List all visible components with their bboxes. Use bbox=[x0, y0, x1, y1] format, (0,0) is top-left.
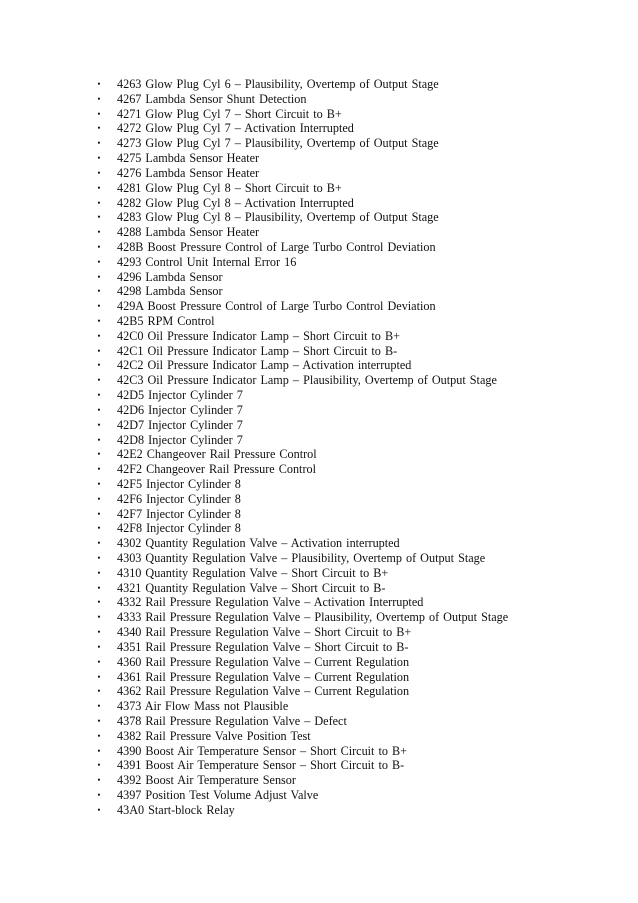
bullet-icon: • bbox=[97, 227, 101, 238]
list-item bbox=[95, 373, 615, 388]
list-item-text: 4302 Quantity Regulation Valve – Activation interrupted bbox=[117, 536, 400, 551]
list-item bbox=[95, 551, 615, 566]
list-item bbox=[95, 270, 615, 285]
bullet-icon: • bbox=[97, 508, 101, 519]
list-item bbox=[95, 255, 615, 270]
list-item-text: 428B Boost Pressure Control of Large Turbo Control Deviation bbox=[117, 239, 436, 254]
list-item bbox=[95, 744, 615, 759]
bullet-icon: • bbox=[97, 375, 101, 386]
bullet-icon: • bbox=[97, 775, 101, 786]
bullet-icon: • bbox=[97, 212, 101, 223]
bullet-icon: • bbox=[97, 79, 101, 89]
list-item-text: 42F6 Injector Cylinder 8 bbox=[117, 491, 241, 506]
bullet-icon: • bbox=[97, 804, 101, 815]
list-item bbox=[95, 492, 615, 507]
bullet-icon: • bbox=[97, 123, 101, 134]
list-item-text: 4296 Lambda Sensor bbox=[117, 269, 223, 284]
list-item bbox=[95, 684, 615, 699]
list-item bbox=[95, 655, 615, 670]
list-item-text: 42F5 Injector Cylinder 8 bbox=[117, 476, 241, 491]
bullet-icon: • bbox=[97, 330, 101, 341]
list-item bbox=[95, 507, 615, 522]
bullet-icon: • bbox=[97, 478, 101, 489]
bullet-icon: • bbox=[97, 167, 101, 178]
list-item-text: 4390 Boost Air Temperature Sensor – Short Circuit to B+ bbox=[117, 743, 408, 758]
bullet-icon: • bbox=[97, 627, 101, 638]
bullet-icon: • bbox=[97, 760, 101, 771]
bullet-icon: • bbox=[97, 345, 101, 356]
bullet-icon: • bbox=[97, 582, 101, 593]
list-item-text: 42B5 RPM Control bbox=[117, 314, 215, 328]
list-item-text: 4391 Boost Air Temperature Sensor – Short Circuit to B- bbox=[117, 758, 405, 773]
list-item-text: 4360 Rail Pressure Regulation Valve – Current Regulation bbox=[117, 654, 410, 669]
bullet-icon: • bbox=[97, 641, 101, 652]
bullet-icon: • bbox=[97, 404, 101, 415]
list-item-text: 4298 Lambda Sensor bbox=[117, 284, 223, 299]
list-item bbox=[95, 418, 615, 433]
list-item bbox=[95, 92, 615, 107]
list-item-text: 42D7 Injector Cylinder 7 bbox=[117, 417, 243, 432]
bullet-icon: • bbox=[97, 182, 101, 193]
list-item bbox=[95, 196, 615, 211]
list-item bbox=[95, 625, 615, 640]
list-item-text: 4392 Boost Air Temperature Sensor bbox=[117, 773, 296, 788]
bullet-icon: • bbox=[97, 597, 101, 608]
bullet-icon: • bbox=[97, 256, 101, 267]
list-item bbox=[95, 581, 615, 596]
list-item bbox=[95, 803, 615, 818]
list-item-text: 43A0 Start-block Relay bbox=[117, 802, 235, 817]
bullet-icon: • bbox=[97, 434, 101, 445]
list-item-text: 4310 Quantity Regulation Valve – Short Circuit to B+ bbox=[117, 565, 389, 580]
list-item bbox=[95, 344, 615, 359]
list-item bbox=[95, 299, 615, 314]
list-item bbox=[95, 151, 615, 166]
list-item-text: 42C3 Oil Pressure Indicator Lamp – Plausibility, Overtemp of Output Stage bbox=[117, 373, 497, 388]
list-item-text: 42D8 Injector Cylinder 7 bbox=[117, 432, 243, 447]
list-item bbox=[95, 758, 615, 773]
list-item bbox=[95, 210, 615, 225]
bullet-icon: • bbox=[97, 538, 101, 549]
list-item-text: 4332 Rail Pressure Regulation Valve – Activation Interrupted bbox=[117, 595, 424, 610]
list-item bbox=[95, 358, 615, 373]
bullet-icon: • bbox=[97, 449, 101, 460]
list-item-text: 4373 Air Flow Mass not Plausible bbox=[117, 699, 289, 714]
list-item bbox=[95, 670, 615, 685]
bullet-icon: • bbox=[97, 301, 101, 312]
bullet-icon: • bbox=[97, 715, 101, 726]
list-item bbox=[95, 166, 615, 181]
list-item-text: 4263 Glow Plug Cyl 6 – Plausibility, Overtemp of Output Stage bbox=[117, 77, 439, 91]
bullet-icon: • bbox=[97, 153, 101, 164]
list-item-text: 4273 Glow Plug Cyl 7 – Plausibility, Overtemp of Output Stage bbox=[117, 136, 439, 151]
list-item-text: 42F2 Changeover Rail Pressure Control bbox=[117, 462, 316, 477]
list-item-text: 4361 Rail Pressure Regulation Valve – Current Regulation bbox=[117, 669, 410, 684]
list-item bbox=[95, 403, 615, 418]
bullet-icon: • bbox=[97, 419, 101, 430]
bullet-icon: • bbox=[97, 790, 101, 800]
bullet-icon: • bbox=[97, 612, 101, 623]
bullet-icon: • bbox=[97, 360, 101, 371]
bullet-icon: • bbox=[97, 567, 101, 578]
list-item-text: 4267 Lambda Sensor Shunt Detection bbox=[117, 91, 307, 106]
bullet-icon: • bbox=[97, 464, 101, 475]
list-item-text: 4275 Lambda Sensor Heater bbox=[117, 151, 260, 166]
list-item-text: 42E2 Changeover Rail Pressure Control bbox=[117, 447, 317, 462]
bullet-icon: • bbox=[97, 656, 101, 667]
list-item-text: 4271 Glow Plug Cyl 7 – Short Circuit to B+ bbox=[117, 106, 342, 121]
list-item-text: 4272 Glow Plug Cyl 7 – Activation Interrupted bbox=[117, 121, 354, 136]
bullet-icon: • bbox=[97, 493, 101, 504]
list-item-text: 4321 Quantity Regulation Valve – Short Circuit to B- bbox=[117, 580, 386, 595]
list-item bbox=[95, 433, 615, 448]
list-item-text: 42C0 Oil Pressure Indicator Lamp – Short Circuit to B+ bbox=[117, 328, 400, 343]
bullet-icon: • bbox=[97, 701, 101, 712]
list-item bbox=[95, 77, 615, 92]
list-item-text: 4281 Glow Plug Cyl 8 – Short Circuit to B+ bbox=[117, 180, 342, 195]
list-item-text: 4282 Glow Plug Cyl 8 – Activation Interrupted bbox=[117, 195, 354, 210]
bullet-icon: • bbox=[97, 138, 101, 149]
list-item bbox=[95, 477, 615, 492]
list-item-text: 429A Boost Pressure Control of Large Turbo Control Deviation bbox=[117, 299, 436, 314]
list-item bbox=[95, 107, 615, 122]
list-item bbox=[95, 729, 615, 744]
list-item bbox=[95, 329, 615, 344]
list-item bbox=[95, 181, 615, 196]
list-item bbox=[95, 447, 615, 462]
bullet-icon: • bbox=[97, 241, 101, 252]
list-item bbox=[95, 773, 615, 788]
list-item-text: 4333 Rail Pressure Regulation Valve – Plausibility, Overtemp of Output Stage bbox=[117, 610, 509, 625]
list-item bbox=[95, 521, 615, 536]
list-item-text: 42F7 Injector Cylinder 8 bbox=[117, 506, 241, 521]
list-item bbox=[95, 714, 615, 729]
bullet-icon: • bbox=[97, 553, 101, 563]
list-item-text: 42D6 Injector Cylinder 7 bbox=[117, 402, 243, 417]
list-item-text: 4351 Rail Pressure Regulation Valve – Short Circuit to B- bbox=[117, 639, 409, 654]
list-item-text: 4288 Lambda Sensor Heater bbox=[117, 225, 260, 240]
list-item bbox=[95, 699, 615, 714]
list-item bbox=[95, 788, 615, 803]
list-item bbox=[95, 121, 615, 136]
list-item-text: 4397 Position Test Volume Adjust Valve bbox=[117, 788, 319, 802]
list-item-text: 4276 Lambda Sensor Heater bbox=[117, 165, 260, 180]
list-item bbox=[95, 640, 615, 655]
list-item-text: 4303 Quantity Regulation Valve – Plausibility, Overtemp of Output Stage bbox=[117, 551, 486, 565]
bullet-icon: • bbox=[97, 286, 101, 297]
bullet-icon: • bbox=[97, 197, 101, 208]
list-item bbox=[95, 240, 615, 255]
bullet-icon: • bbox=[97, 730, 101, 741]
list-item bbox=[95, 610, 615, 625]
list-item-text: 42C1 Oil Pressure Indicator Lamp – Short Circuit to B- bbox=[117, 343, 398, 358]
bullet-icon: • bbox=[97, 93, 101, 104]
list-item bbox=[95, 136, 615, 151]
bullet-icon: • bbox=[97, 108, 101, 119]
list-item bbox=[95, 595, 615, 610]
list-item bbox=[95, 388, 615, 403]
bullet-icon: • bbox=[97, 390, 101, 401]
list-item bbox=[95, 462, 615, 477]
list-item-text: 4382 Rail Pressure Valve Position Test bbox=[117, 728, 311, 743]
list-item bbox=[95, 314, 615, 329]
bullet-icon: • bbox=[97, 271, 101, 282]
list-item-text: 4293 Control Unit Internal Error 16 bbox=[117, 254, 297, 269]
list-item bbox=[95, 536, 615, 551]
list-item-text: 42F8 Injector Cylinder 8 bbox=[117, 521, 241, 536]
bullet-icon: • bbox=[97, 671, 101, 682]
list-item-text: 4283 Glow Plug Cyl 8 – Plausibility, Overtemp of Output Stage bbox=[117, 210, 439, 225]
list-item-text: 42D5 Injector Cylinder 7 bbox=[117, 388, 243, 403]
bullet-icon: • bbox=[97, 316, 101, 326]
bullet-icon: • bbox=[97, 686, 101, 697]
list-item bbox=[95, 284, 615, 299]
bullet-icon: • bbox=[97, 745, 101, 756]
list-item-text: 4340 Rail Pressure Regulation Valve – Short Circuit to B+ bbox=[117, 625, 412, 640]
list-item-text: 4362 Rail Pressure Regulation Valve – Current Regulation bbox=[117, 684, 410, 699]
list-item bbox=[95, 566, 615, 581]
list-item-text: 4378 Rail Pressure Regulation Valve – Defect bbox=[117, 713, 347, 728]
bullet-icon: • bbox=[97, 523, 101, 534]
fault-code-list bbox=[95, 77, 615, 818]
list-item bbox=[95, 225, 615, 240]
list-item-text: 42C2 Oil Pressure Indicator Lamp – Activation interrupted bbox=[117, 358, 412, 373]
